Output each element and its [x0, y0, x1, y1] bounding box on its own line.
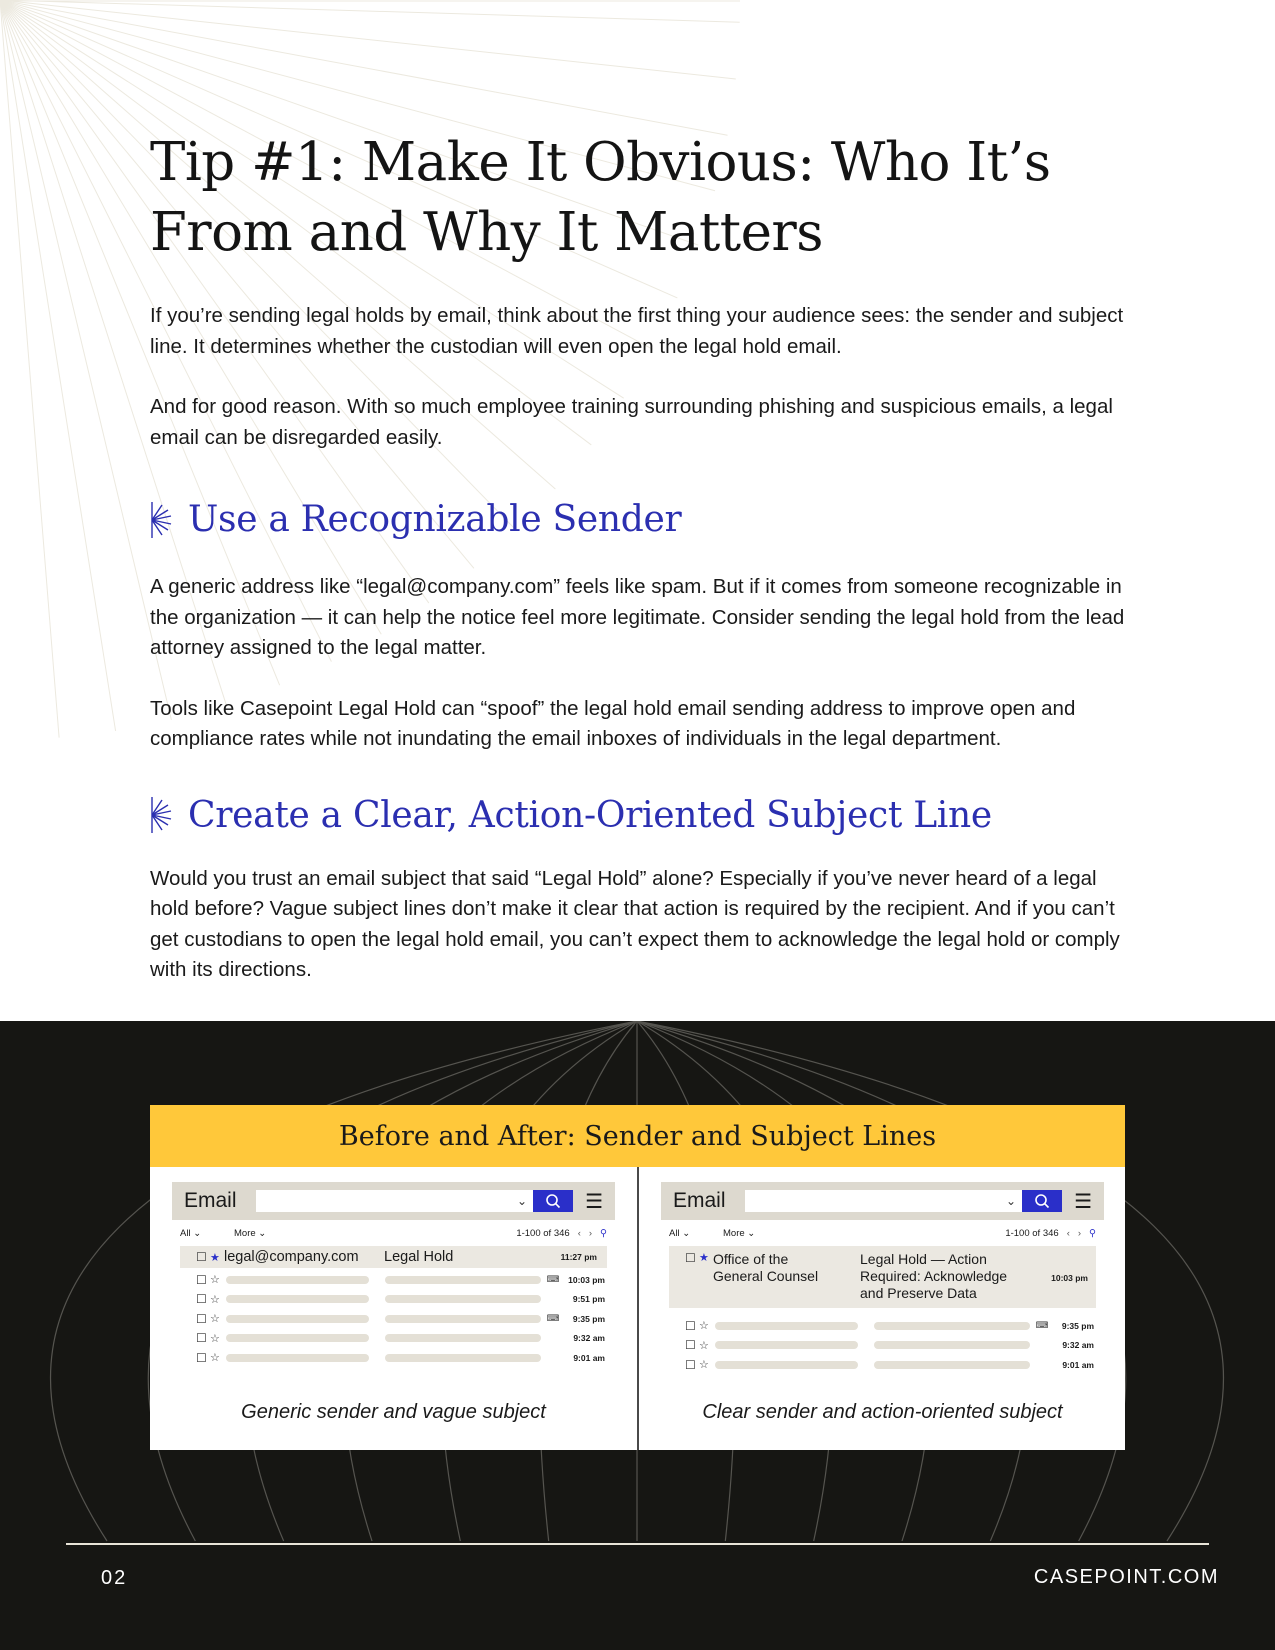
ray-line — [0, 0, 59, 738]
email-toolbar — [172, 1182, 615, 1220]
email-subject: Legal Hold — Action Required: Acknowledge and Preserve Data — [860, 1251, 1008, 1301]
section-heading-sender — [150, 499, 1140, 540]
section-title-sender: Use a Recognizable Sender — [188, 499, 682, 540]
email-client-mockup — [661, 1182, 1104, 1375]
email-time: 9:51 pm — [572, 1294, 605, 1305]
ray-line — [0, 0, 740, 22]
main-content — [150, 128, 1140, 986]
after-caption: Clear sender and action-oriented subject — [702, 1401, 1063, 1423]
section-heading-subject — [150, 795, 1140, 836]
email-time: 9:01 am — [573, 1352, 605, 1363]
email-time: 9:32 am — [573, 1333, 605, 1344]
ray-line — [0, 0, 116, 731]
checkbox-icon[interactable]: ☐ — [196, 1272, 207, 1287]
email-time: 10:03 pm — [568, 1274, 605, 1285]
email-filter-bar — [661, 1220, 1104, 1246]
page-title: Tip #1: Make It Obvious: Who It’s From and Why It Matters — [150, 132, 1051, 263]
intro-paragraph-2: And for good reason. With so much employee training surrounding phishing and suspicious emails, a legal email can be disregarded easily. — [150, 395, 1113, 449]
ray-line — [0, 0, 728, 135]
star-icon[interactable]: ☆ — [210, 1293, 220, 1306]
comparison-title: Before and After: Sender and Subject Lines — [338, 1120, 937, 1152]
email-row[interactable] — [661, 1316, 1104, 1336]
email-row[interactable] — [172, 1270, 615, 1290]
filter-all[interactable]: All ⌄ — [180, 1227, 202, 1239]
burst-icon — [150, 796, 172, 834]
filter-all[interactable]: All ⌄ — [669, 1227, 691, 1239]
sender-paragraph-1: A generic address like “legal@company.com” feels like spam. But if it comes from someone recognizable in the organization — it can help the notice feel more legitimate. Consider sending the legal hold from the lead attorney assigned to the legal matter. — [150, 575, 1125, 659]
email-row[interactable] — [172, 1329, 615, 1349]
checkbox-icon[interactable]: ☐ — [685, 1318, 696, 1333]
checkbox-icon[interactable]: ☐ — [685, 1357, 696, 1372]
email-row-highlighted[interactable] — [180, 1246, 607, 1268]
website-link[interactable]: CASEPOINT.COM — [1033, 1566, 1219, 1588]
subject-placeholder — [385, 1295, 541, 1303]
footer-divider — [66, 1543, 1209, 1545]
email-row[interactable] — [661, 1355, 1104, 1375]
subject-paragraph-1: Would you trust an email subject that said “Legal Hold” alone? Especially if you’ve never heard of a legal hold before? Vague subject lines don’t make it clear that action is required by the recipient. And if you can’t get custodians to open the legal hold email, you can’t expect them to acknowledge the legal hold or comply with its directions. — [150, 866, 1120, 981]
attachment-icon: ⌨ — [546, 1274, 560, 1285]
subject-placeholder — [874, 1361, 1030, 1369]
sender-placeholder — [226, 1354, 369, 1362]
prev-page-icon[interactable]: ‹ — [577, 1227, 581, 1239]
subject-placeholder — [385, 1334, 541, 1342]
section-title-subject: Create a Clear, Action-Oriented Subject Line — [188, 794, 992, 836]
search-button[interactable] — [1022, 1190, 1062, 1212]
sender-placeholder — [715, 1341, 858, 1349]
sender-placeholder — [226, 1334, 369, 1342]
hamburger-menu-icon[interactable]: ☰ — [1074, 1190, 1092, 1213]
next-page-icon[interactable]: › — [1077, 1227, 1082, 1239]
next-page-icon[interactable]: › — [588, 1227, 593, 1239]
checkbox-icon[interactable]: ☐ — [196, 1350, 207, 1365]
search-icon[interactable]: ⚲ — [600, 1227, 607, 1239]
sender-paragraph-2: Tools like Casepoint Legal Hold can “spoof” the legal hold email sending address to improve open and compliance rates while not inundating the email inboxes of individuals in the legal department. — [150, 696, 1076, 750]
email-subject: Legal Hold — [384, 1249, 454, 1265]
email-sender: Office of the General Counsel — [713, 1251, 819, 1284]
email-time: 9:35 pm — [1061, 1320, 1094, 1331]
email-row[interactable] — [172, 1309, 615, 1329]
subject-placeholder — [874, 1341, 1030, 1349]
subject-placeholder — [385, 1276, 541, 1284]
filter-more[interactable]: More ⌄ — [234, 1227, 267, 1239]
email-toolbar — [661, 1182, 1104, 1220]
checkbox-icon[interactable]: ☐ — [196, 1331, 207, 1346]
search-input[interactable] — [745, 1190, 1022, 1212]
search-icon — [1034, 1193, 1050, 1209]
subject-placeholder — [874, 1322, 1030, 1330]
star-filled-icon[interactable]: ★ — [210, 1251, 220, 1264]
comparison-banner — [150, 1105, 1125, 1167]
email-filter-bar — [172, 1220, 615, 1246]
filter-more[interactable]: More ⌄ — [723, 1227, 756, 1239]
search-icon[interactable]: ⚲ — [1089, 1227, 1096, 1239]
checkbox-icon[interactable]: ☐ — [685, 1338, 696, 1353]
checkbox-icon[interactable]: ☐ — [196, 1292, 207, 1307]
star-icon[interactable]: ☆ — [699, 1320, 709, 1333]
attachment-icon: ⌨ — [1035, 1320, 1049, 1331]
before-caption: Generic sender and vague subject — [241, 1401, 546, 1423]
search-button[interactable] — [533, 1190, 573, 1212]
sender-placeholder — [226, 1315, 369, 1323]
prev-page-icon[interactable]: ‹ — [1066, 1227, 1070, 1239]
search-input[interactable] — [256, 1190, 533, 1212]
email-time: 11:27 pm — [560, 1252, 597, 1262]
email-row[interactable] — [172, 1348, 615, 1368]
intro-paragraph-1: If you’re sending legal holds by email, think about the first thing your audience sees: the sender and subject line. It determines whether the custodian will even open the legal hold email. — [150, 304, 1124, 358]
checkbox-icon[interactable]: ☐ — [196, 1311, 207, 1326]
email-time: 9:32 am — [1062, 1340, 1094, 1351]
pagination — [516, 1228, 607, 1239]
star-icon[interactable]: ☆ — [699, 1339, 709, 1352]
sender-placeholder — [226, 1276, 369, 1284]
checkbox-icon[interactable]: ☐ — [685, 1251, 696, 1265]
email-app-label: Email — [184, 1189, 237, 1212]
checkbox-icon[interactable]: ☐ — [196, 1250, 207, 1264]
page-number: 02 — [101, 1567, 128, 1589]
email-time: 10:03 pm — [1051, 1272, 1088, 1283]
pagination-count: 1-100 of 346 — [516, 1227, 570, 1239]
email-time: 9:01 am — [1062, 1359, 1094, 1370]
email-client-mockup — [172, 1182, 615, 1368]
star-icon[interactable]: ☆ — [210, 1352, 220, 1365]
ray-line — [0, 0, 171, 720]
star-icon[interactable]: ☆ — [699, 1359, 709, 1372]
search-icon — [545, 1193, 561, 1209]
email-sender: legal@company.com — [224, 1249, 359, 1265]
attachment-icon: ⌨ — [546, 1313, 560, 1324]
burst-icon — [150, 501, 172, 539]
email-time: 9:35 pm — [572, 1313, 605, 1324]
hamburger-menu-icon[interactable]: ☰ — [585, 1190, 603, 1213]
sender-placeholder — [715, 1361, 858, 1369]
email-row-highlighted[interactable] — [669, 1246, 1096, 1308]
sender-placeholder — [226, 1295, 369, 1303]
star-icon[interactable]: ☆ — [210, 1274, 220, 1287]
pagination-count: 1-100 of 346 — [1005, 1227, 1059, 1239]
ray-line — [0, 0, 736, 79]
email-row[interactable] — [661, 1336, 1104, 1356]
sender-placeholder — [715, 1322, 858, 1330]
chevron-down-icon[interactable]: ⌄ — [1005, 1194, 1016, 1208]
pagination — [1005, 1228, 1096, 1239]
comparison-card — [150, 1105, 1125, 1450]
email-app-label: Email — [673, 1189, 726, 1212]
star-filled-icon[interactable]: ★ — [699, 1252, 709, 1264]
star-icon[interactable]: ☆ — [210, 1313, 220, 1326]
star-icon[interactable]: ☆ — [210, 1332, 220, 1345]
subject-placeholder — [385, 1354, 541, 1362]
subject-placeholder — [385, 1315, 541, 1323]
email-row[interactable] — [172, 1290, 615, 1310]
before-pane — [150, 1167, 637, 1450]
chevron-down-icon[interactable]: ⌄ — [516, 1194, 527, 1208]
after-pane — [639, 1167, 1126, 1450]
